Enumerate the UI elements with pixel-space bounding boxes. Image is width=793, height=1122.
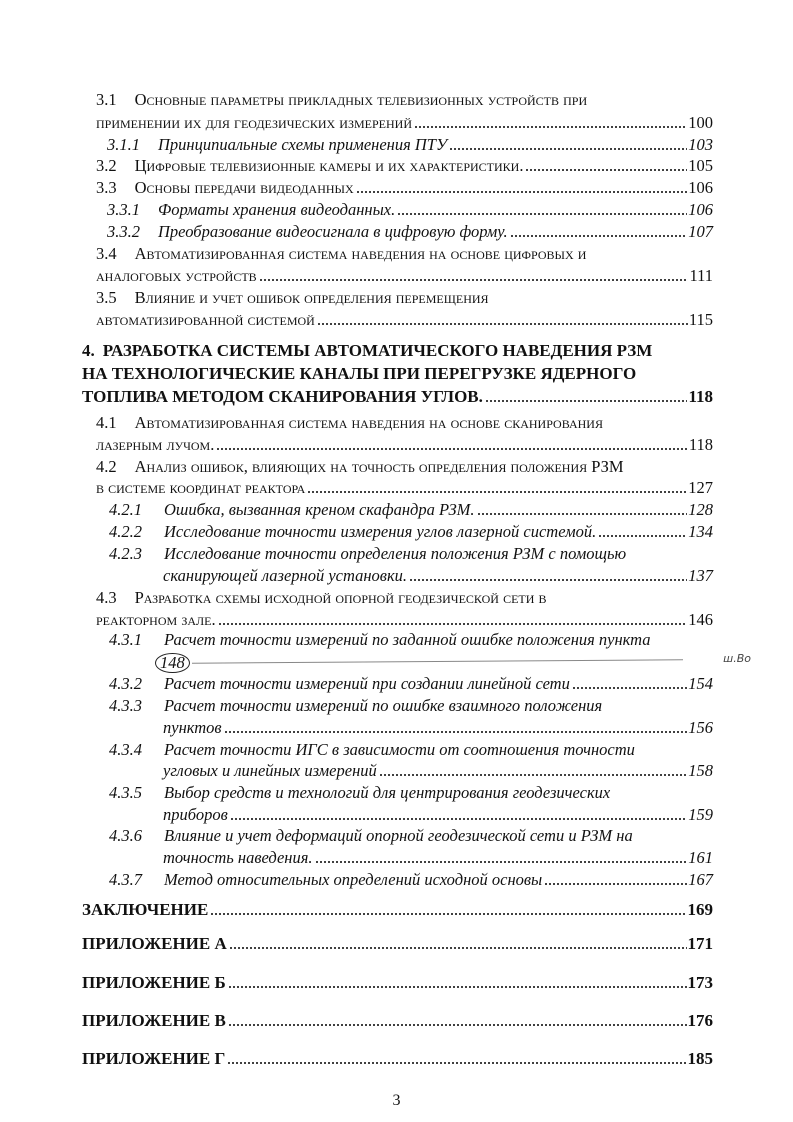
toc-entry-line (0, 499, 713, 521)
section-title: угловых и линейных измерений (163, 761, 377, 780)
dot-leader (259, 278, 689, 282)
section-number: 4.3.3 (109, 696, 142, 715)
toc-entry-line (0, 847, 713, 869)
section-number: 3.4 (96, 244, 117, 263)
toc-entry-line (0, 177, 713, 199)
toc-entry-line (0, 1048, 713, 1070)
dot-leader (485, 399, 688, 403)
section-number: 4.1 (96, 413, 117, 432)
toc-entry-line (0, 717, 713, 739)
section-number: 4.3.2 (109, 674, 142, 693)
section-title: Анализ ошибок, влияющих на точность определения положения РЗМ (134, 457, 624, 476)
section-title: Цифровые телевизионные камеры и их характеристики. (134, 156, 524, 175)
section-title: Выбор средств и технологий для центрирования геодезических (164, 783, 611, 802)
section-number: 4.3 (96, 588, 117, 607)
toc-entry-line (0, 825, 713, 847)
toc-entry-line (0, 933, 713, 955)
page-ref: 105 (688, 156, 713, 175)
toc-entry-line (0, 1010, 713, 1032)
toc-entry-line (0, 782, 713, 804)
dot-leader (510, 234, 688, 238)
section-title: приборов (163, 805, 228, 824)
dot-leader (230, 817, 688, 821)
section-title: ПРИЛОЖЕНИЕ Б (82, 973, 226, 992)
dot-leader (525, 168, 687, 172)
section-title: применении их для геодезических измерений (96, 113, 412, 132)
page-ref: 171 (687, 934, 713, 953)
toc-entry-line (0, 340, 713, 362)
section-title: НА ТЕХНОЛОГИЧЕСКИЕ КАНАЛЫ ПРИ ПЕРЕГРУЗКЕ ЯДЕРНОГО (82, 364, 637, 383)
dot-leader (409, 578, 687, 582)
section-title: ЗАКЛЮЧЕНИЕ (82, 900, 209, 919)
toc-entry-line (0, 804, 713, 826)
section-number: 4.2.3 (109, 544, 142, 563)
toc-entry-line (0, 363, 713, 385)
toc-entry-line (0, 565, 713, 587)
toc-entry-line (0, 243, 713, 265)
page-ref: 118 (688, 435, 713, 454)
page-ref: 100 (688, 113, 713, 132)
section-number: 4.2 (96, 457, 117, 476)
section-title: Расчет точности измерений по заданной ошибке положения пункта (164, 630, 651, 649)
toc-entry-line (0, 221, 713, 243)
page-ref: 106 (688, 178, 713, 197)
toc-entry-line (0, 629, 713, 651)
dot-leader (228, 985, 687, 989)
dot-leader (598, 534, 687, 538)
section-title: ПРИЛОЖЕНИЕ А (82, 934, 227, 953)
toc-entry-line (0, 155, 713, 177)
dot-leader (218, 622, 688, 626)
dot-leader (228, 1023, 687, 1027)
section-title: реакторном зале. (96, 610, 216, 629)
dot-leader (449, 147, 687, 151)
dot-leader (307, 490, 687, 494)
toc-entry-line (0, 521, 713, 543)
page-ref: 167 (688, 870, 713, 889)
page-ref: 158 (688, 761, 713, 780)
dot-leader (210, 912, 686, 916)
dot-leader (216, 447, 688, 451)
handwritten-line (192, 659, 683, 663)
section-title: Расчет точности ИГС в зависимости от соотношения точности (164, 740, 635, 759)
section-number: 4. (82, 341, 95, 360)
toc-entry-line (0, 543, 713, 565)
toc-entry-line (0, 199, 713, 221)
dot-leader (477, 512, 688, 516)
page-ref: 118 (688, 387, 713, 406)
dot-leader (229, 946, 687, 950)
page-ref: 115 (688, 310, 713, 329)
section-title: Метод относительных определений исходной основы (164, 870, 543, 889)
toc-entry-line (0, 477, 713, 499)
page-ref: 128 (688, 500, 713, 519)
section-title: автоматизированной системой (96, 310, 315, 329)
section-title: Расчет точности измерений при создании линейной сети (164, 674, 570, 693)
toc-entry-line (0, 739, 713, 761)
dot-leader (572, 686, 687, 690)
section-title: Автоматизированная система наведения на основе сканирования (134, 413, 603, 432)
section-number: 3.1 (96, 90, 117, 109)
handwritten-note: ш.Во (723, 652, 751, 665)
circled-page-number: 148 (155, 653, 190, 673)
page-ref: 185 (687, 1049, 713, 1068)
section-number: 3.3.1 (107, 200, 140, 219)
section-number: 4.2.1 (109, 500, 142, 519)
toc-entry-line (0, 89, 713, 111)
dot-leader (379, 773, 687, 777)
section-title: Влияние и учет ошибок определения перемещения (134, 288, 489, 307)
page-ref: 111 (689, 266, 713, 285)
section-number: 4.3.4 (109, 740, 142, 759)
toc-entry-line (0, 651, 751, 673)
toc-entry-line (0, 412, 713, 434)
toc-entry-line (0, 760, 713, 782)
toc-entry-line (0, 265, 713, 287)
section-title: пунктов (163, 718, 222, 737)
page-ref: 106 (688, 200, 713, 219)
section-title: лазерным лучом. (96, 435, 215, 454)
section-title: РАЗРАБОТКА СИСТЕМЫ АВТОМАТИЧЕСКОГО НАВЕДЕНИЯ РЗМ (102, 341, 653, 360)
section-title: точность наведения. (163, 848, 313, 867)
dot-leader (414, 125, 687, 129)
section-number: 4.3.7 (109, 870, 142, 889)
toc-entry-line (0, 899, 713, 921)
section-number: 3.1.1 (107, 135, 140, 154)
section-title: аналоговых устройств (96, 266, 257, 285)
toc-entry-line (0, 134, 713, 156)
toc-entry-line (0, 869, 713, 891)
page-number: 3 (392, 1092, 401, 1109)
section-title: Преобразование видеосигнала в цифровую форму. (158, 222, 508, 241)
section-title: ПРИЛОЖЕНИЕ В (82, 1011, 226, 1030)
section-number: 3.2 (96, 156, 117, 175)
dot-leader (227, 1061, 686, 1065)
toc-entry-line (0, 112, 713, 134)
page-ref: 154 (688, 674, 713, 693)
toc-entry-line (0, 386, 713, 408)
page-ref: 146 (688, 610, 713, 629)
dot-leader (315, 860, 688, 864)
toc-entry-line (0, 695, 713, 717)
page-ref: 161 (688, 848, 713, 867)
section-number: 3.3 (96, 178, 117, 197)
section-title: Исследование точности измерения углов лазерной системой. (164, 522, 597, 541)
section-title: Основные параметры прикладных телевизионных устройств при (134, 90, 588, 109)
dot-leader (356, 190, 688, 194)
section-number: 4.3.6 (109, 826, 142, 845)
page-ref: 173 (687, 973, 713, 992)
toc-entry-line (0, 609, 713, 631)
dot-leader (317, 322, 688, 326)
page-ref: 156 (688, 718, 713, 737)
section-title: Автоматизированная система наведения на основе цифровых и (134, 244, 587, 263)
toc-entry-line (0, 673, 713, 695)
section-number: 4.2.2 (109, 522, 142, 541)
dot-leader (544, 882, 687, 886)
section-number: 4.3.5 (109, 783, 142, 802)
section-title: Принципиальные схемы применения ПТУ (158, 135, 448, 154)
dot-leader (397, 212, 687, 216)
page-ref: 176 (687, 1011, 713, 1030)
section-title: ТОПЛИВА МЕТОДОМ СКАНИРОВАНИЯ УГЛОВ. (82, 387, 483, 406)
section-title: ПРИЛОЖЕНИЕ Г (82, 1049, 226, 1068)
page-ref: 159 (688, 805, 713, 824)
page-ref: 107 (688, 222, 713, 241)
section-title: Форматы хранения видеоданных. (158, 200, 396, 219)
section-title: Ошибка, вызванная креном скафандра РЗМ. (164, 500, 475, 519)
page-ref: 169 (687, 900, 713, 919)
section-title: Исследование точности определения положения РЗМ с помощью (164, 544, 627, 563)
toc-entry-line (0, 587, 713, 609)
section-title: Разработка схемы исходной опорной геодезической сети в (134, 588, 547, 607)
section-title: в системе координат реактора (96, 478, 306, 497)
section-number: 3.3.2 (107, 222, 140, 241)
toc-entry-line (0, 287, 713, 309)
section-title: Основы передачи видеоданных (134, 178, 354, 197)
section-title: сканирующей лазерной установки. (163, 566, 408, 585)
page-ref: 137 (688, 566, 713, 585)
toc-entry-line (0, 456, 713, 478)
section-number: 4.3.1 (109, 630, 142, 649)
section-number: 3.5 (96, 288, 117, 307)
page-ref: 103 (688, 135, 713, 154)
page-ref: 134 (688, 522, 713, 541)
toc-entry-line (0, 309, 713, 331)
section-title: Влияние и учет деформаций опорной геодезической сети и РЗМ на (164, 826, 633, 845)
page-ref: 127 (688, 478, 713, 497)
toc-entry-line (0, 972, 713, 994)
section-title: Расчет точности измерений по ошибке взаимного положения (164, 696, 603, 715)
dot-leader (224, 730, 688, 734)
toc-entry-line (0, 434, 713, 456)
